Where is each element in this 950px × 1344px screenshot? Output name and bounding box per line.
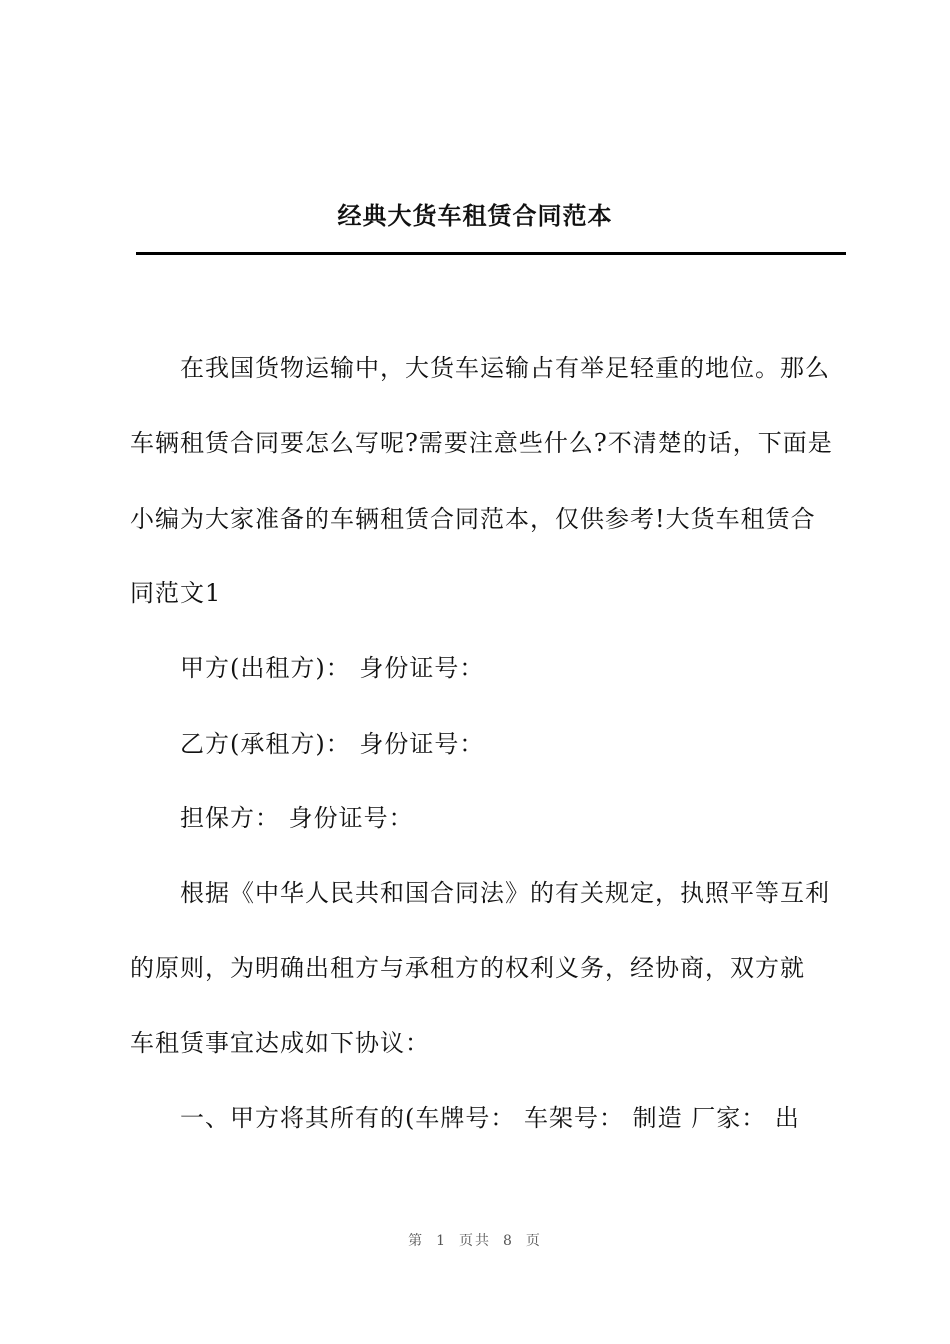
party-a-line: 甲方(出租方)： 身份证号： [180, 654, 485, 682]
clause-one-line: 一、甲方将其所有的(车牌号： 车架号： 制造 厂家： 出 [180, 1104, 800, 1132]
body-line-2: 车辆租赁合同要怎么写呢?需要注意些什么?不清楚的话，下面是 [130, 429, 833, 457]
footer-suffix: 页 [525, 1233, 542, 1249]
body-line-4: 同范文1 [130, 579, 222, 607]
footer-total-pages: 8 [503, 1233, 514, 1249]
title-underline [136, 252, 846, 255]
body-line-10: 车租赁事宜达成如下协议： [130, 1029, 430, 1057]
party-b-line: 乙方(承租方)： 身份证号： [180, 730, 485, 758]
body-line-3: 小编为大家准备的车辆租赁合同范本，仅供参考!大货车租赁合 [130, 505, 816, 533]
body-line-9: 的原则，为明确出租方与承租方的权利义务，经协商，双方就 [130, 954, 805, 982]
footer-middle: 页共 [459, 1233, 491, 1249]
footer-prefix: 第 [408, 1233, 425, 1249]
body-line-1: 在我国货物运输中，大货车运输占有举足轻重的地位。那么 [180, 354, 830, 382]
guarantor-line: 担保方： 身份证号： [180, 804, 414, 832]
document-title: 经典大货车租赁合同范本 [337, 202, 613, 230]
body-line-8: 根据《中华人民共和国合同法》的有关规定，执照平等互利 [180, 879, 830, 907]
footer-current-page: 1 [436, 1233, 447, 1249]
page-footer [0, 1230, 950, 1250]
